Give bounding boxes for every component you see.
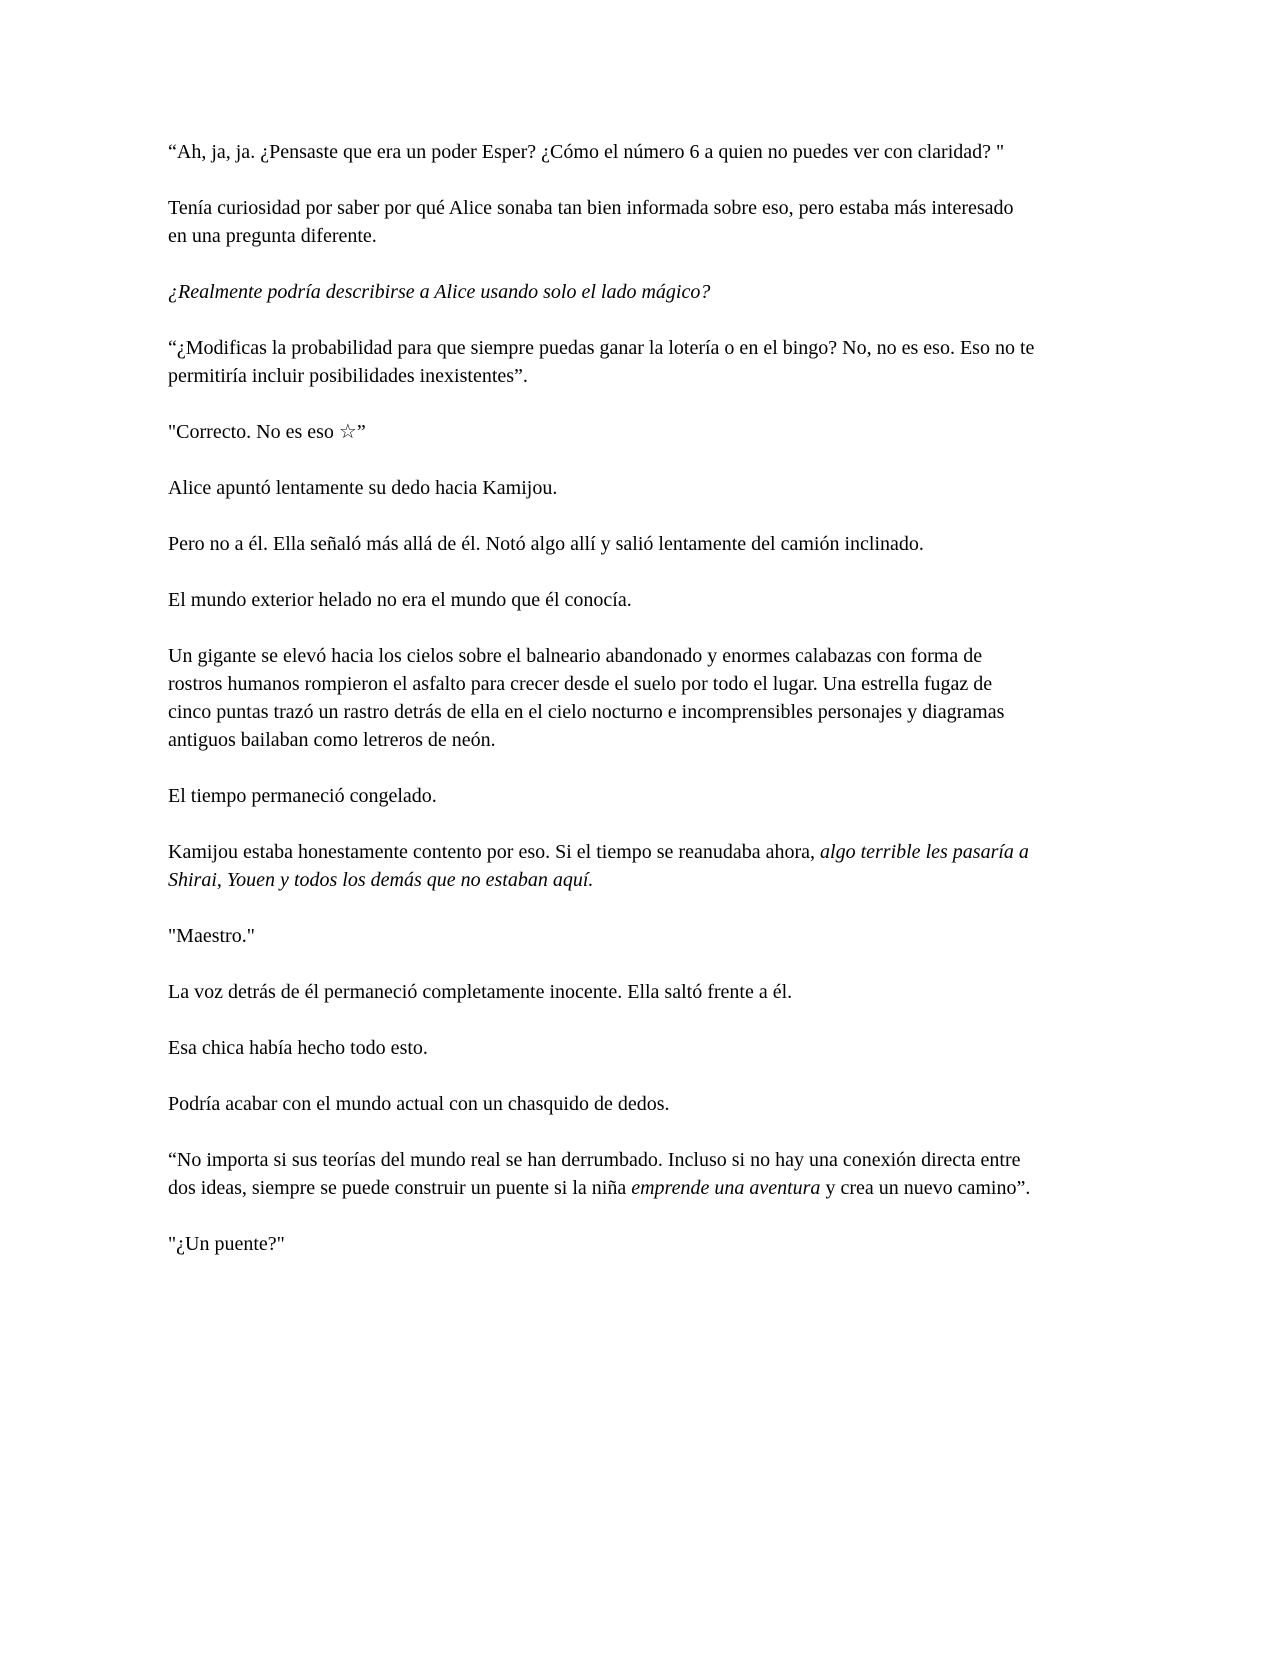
text-run: Podría acabar con el mundo actual con un chasquido de dedos. <box>168 1093 670 1115</box>
italic-text-run: ¿Realmente podría describirse a Alice usando solo el lado mágico? <box>168 281 711 303</box>
text-run: “Ah, ja, ja. ¿Pensaste que era un poder Esper? ¿Cómo el número 6 a quien no puedes ver con claridad? " <box>168 141 1005 163</box>
text-run: "Maestro." <box>168 925 255 947</box>
text-run: El tiempo permaneció congelado. <box>168 785 437 807</box>
text-run: Tenía curiosidad por saber por qué Alice sonaba tan bien informada sobre eso, pero estaba más interesado en una pregunta diferente. <box>168 197 1014 247</box>
text-run: Un gigante se elevó hacia los cielos sobre el balneario abandonado y enormes calabazas con forma de rostros humanos rompieron el asfalto para crecer desde el suelo por todo el lugar. Una estrella fugaz de cinco puntas trazó un rastro detrás de ella en el cielo nocturno e incomprensibles personajes y diagramas antiguos bailaban como letreros de neón. <box>168 645 1005 751</box>
italic-text-run: emprende una aventura <box>631 1177 821 1199</box>
paragraph <box>168 838 1035 894</box>
paragraph <box>168 642 1035 754</box>
paragraph <box>168 334 1035 390</box>
paragraph <box>168 194 1035 250</box>
text-run: El mundo exterior helado no era el mundo que él conocía. <box>168 589 632 611</box>
text-run: Pero no a él. Ella señaló más allá de él. Notó algo allí y salió lentamente del camión inclinado. <box>168 533 924 555</box>
paragraph <box>168 782 1035 810</box>
paragraph <box>168 138 1035 166</box>
paragraph <box>168 530 1035 558</box>
paragraph <box>168 1230 1035 1258</box>
text-run: La voz detrás de él permaneció completamente inocente. Ella saltó frente a él. <box>168 981 793 1003</box>
italic-text-run: algo terrible les pasaría a Shirai, Youen y todos los demás que no estaban aquí. <box>168 841 1029 891</box>
paragraph <box>168 278 1035 306</box>
paragraph <box>168 586 1035 614</box>
paragraph <box>168 474 1035 502</box>
text-run: “No importa si sus teorías del mundo real se han derrumbado. Incluso si no hay una conexión directa entre dos ideas, siempre se puede construir un puente si la niña <box>168 1149 1021 1199</box>
text-run: Kamijou estaba honestamente contento por eso. Si el tiempo se reanudaba ahora, <box>168 841 821 863</box>
paragraph <box>168 1034 1035 1062</box>
paragraph <box>168 1090 1035 1118</box>
text-run: Esa chica había hecho todo esto. <box>168 1037 428 1059</box>
text-run: "Correcto. No es eso ☆” <box>168 421 366 443</box>
paragraph <box>168 922 1035 950</box>
paragraph <box>168 1146 1035 1202</box>
text-run: Alice apuntó lentamente su dedo hacia Kamijou. <box>168 477 558 499</box>
text-run: "¿Un puente?" <box>168 1233 285 1255</box>
paragraph <box>168 978 1035 1006</box>
text-run: y crea un nuevo camino”. <box>820 1177 1031 1199</box>
paragraph <box>168 418 1035 446</box>
document-body <box>168 138 1035 1258</box>
text-run: “¿Modificas la probabilidad para que siempre puedas ganar la lotería o en el bingo? No, no es eso. Eso no te permitiría incluir posibilidades inexistentes”. <box>168 337 1035 387</box>
